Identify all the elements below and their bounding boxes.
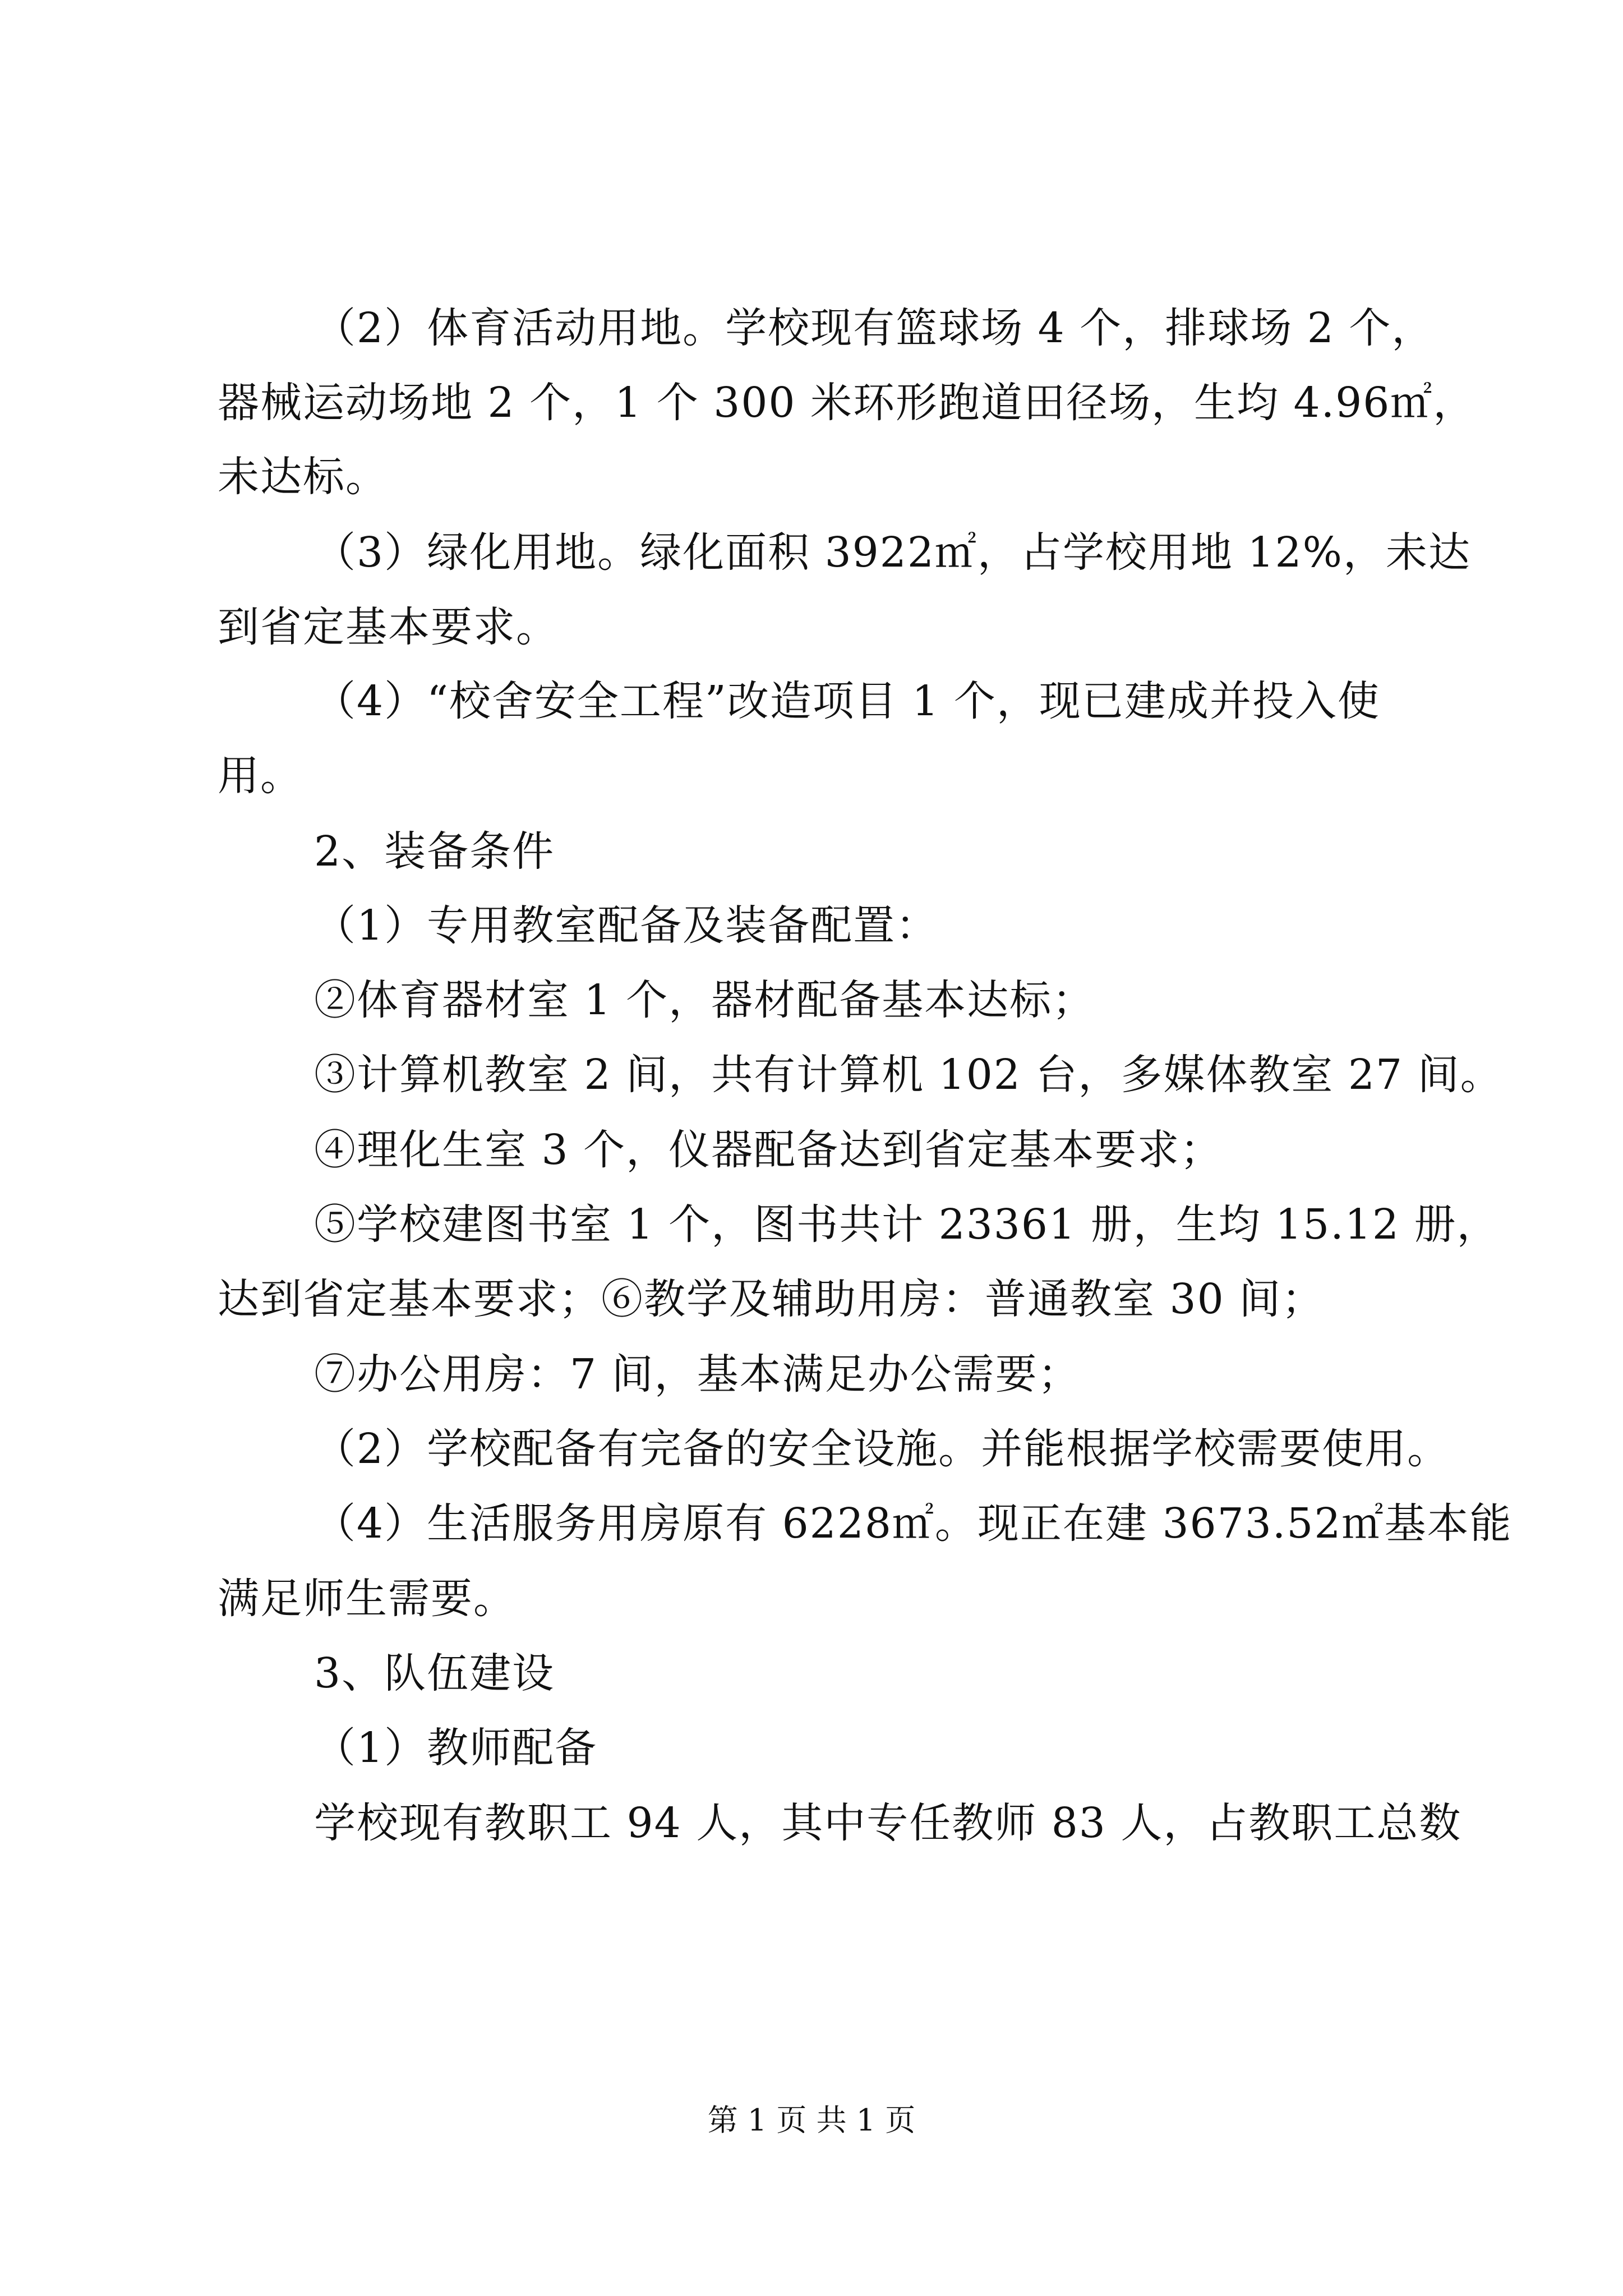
text-line: （4）“校舍安全工程”改造项目 1 个，现已建成并投入使: [314, 677, 1380, 725]
page-footer: 第 1 页 共 1 页: [707, 2102, 916, 2138]
text-line: 到省定基本要求。: [218, 603, 559, 651]
text-line: ③计算机教室 2 间，共有计算机 102 台，多媒体教室 27 间。: [314, 1051, 1503, 1099]
text-line: （1）专用教室配备及装备配置：: [314, 901, 939, 950]
text-line: 器械运动场地 2 个，1 个 300 米环形跑道田径场，生均 4.96㎡，: [218, 379, 1476, 427]
text-line: （4）生活服务用房原有 6228㎡。现正在建 3673.52㎡基本能: [314, 1499, 1513, 1548]
text-line: 学校现有教职工 94 人，其中专任教师 83 人，占教职工总数: [314, 1799, 1462, 1847]
section-heading: 3、队伍建设: [314, 1649, 555, 1697]
text-line: （1）教师配备: [314, 1724, 598, 1772]
text-line: （3）绿化用地。绿化面积 3922㎡，占学校用地 12%，未达: [314, 528, 1471, 577]
text-line: （2）学校配备有完备的安全设施。并能根据学校需要使用。: [314, 1425, 1450, 1473]
text-line: 用。: [218, 752, 303, 800]
text-line: 达到省定基本要求；⑥教学及辅助用房：普通教室 30 间；: [218, 1275, 1325, 1323]
text-line: （2）体育活动用地。学校现有篮球场 4 个，排球场 2 个，: [314, 304, 1435, 352]
text-line: ④理化生室 3 个，仪器配备达到省定基本要求；: [314, 1126, 1223, 1174]
text-line: ②体育器材室 1 个，器材配备基本达标；: [314, 976, 1095, 1024]
section-heading: 2、装备条件: [314, 827, 555, 876]
text-line: 满足师生需要。: [218, 1575, 516, 1623]
text-line: ⑤学校建图书室 1 个，图书共计 23361 册，生均 15.12 册，: [314, 1200, 1500, 1249]
text-line: 未达标。: [218, 453, 388, 501]
text-line: ⑦办公用房：7 间，基本满足办公需要；: [314, 1350, 1081, 1398]
